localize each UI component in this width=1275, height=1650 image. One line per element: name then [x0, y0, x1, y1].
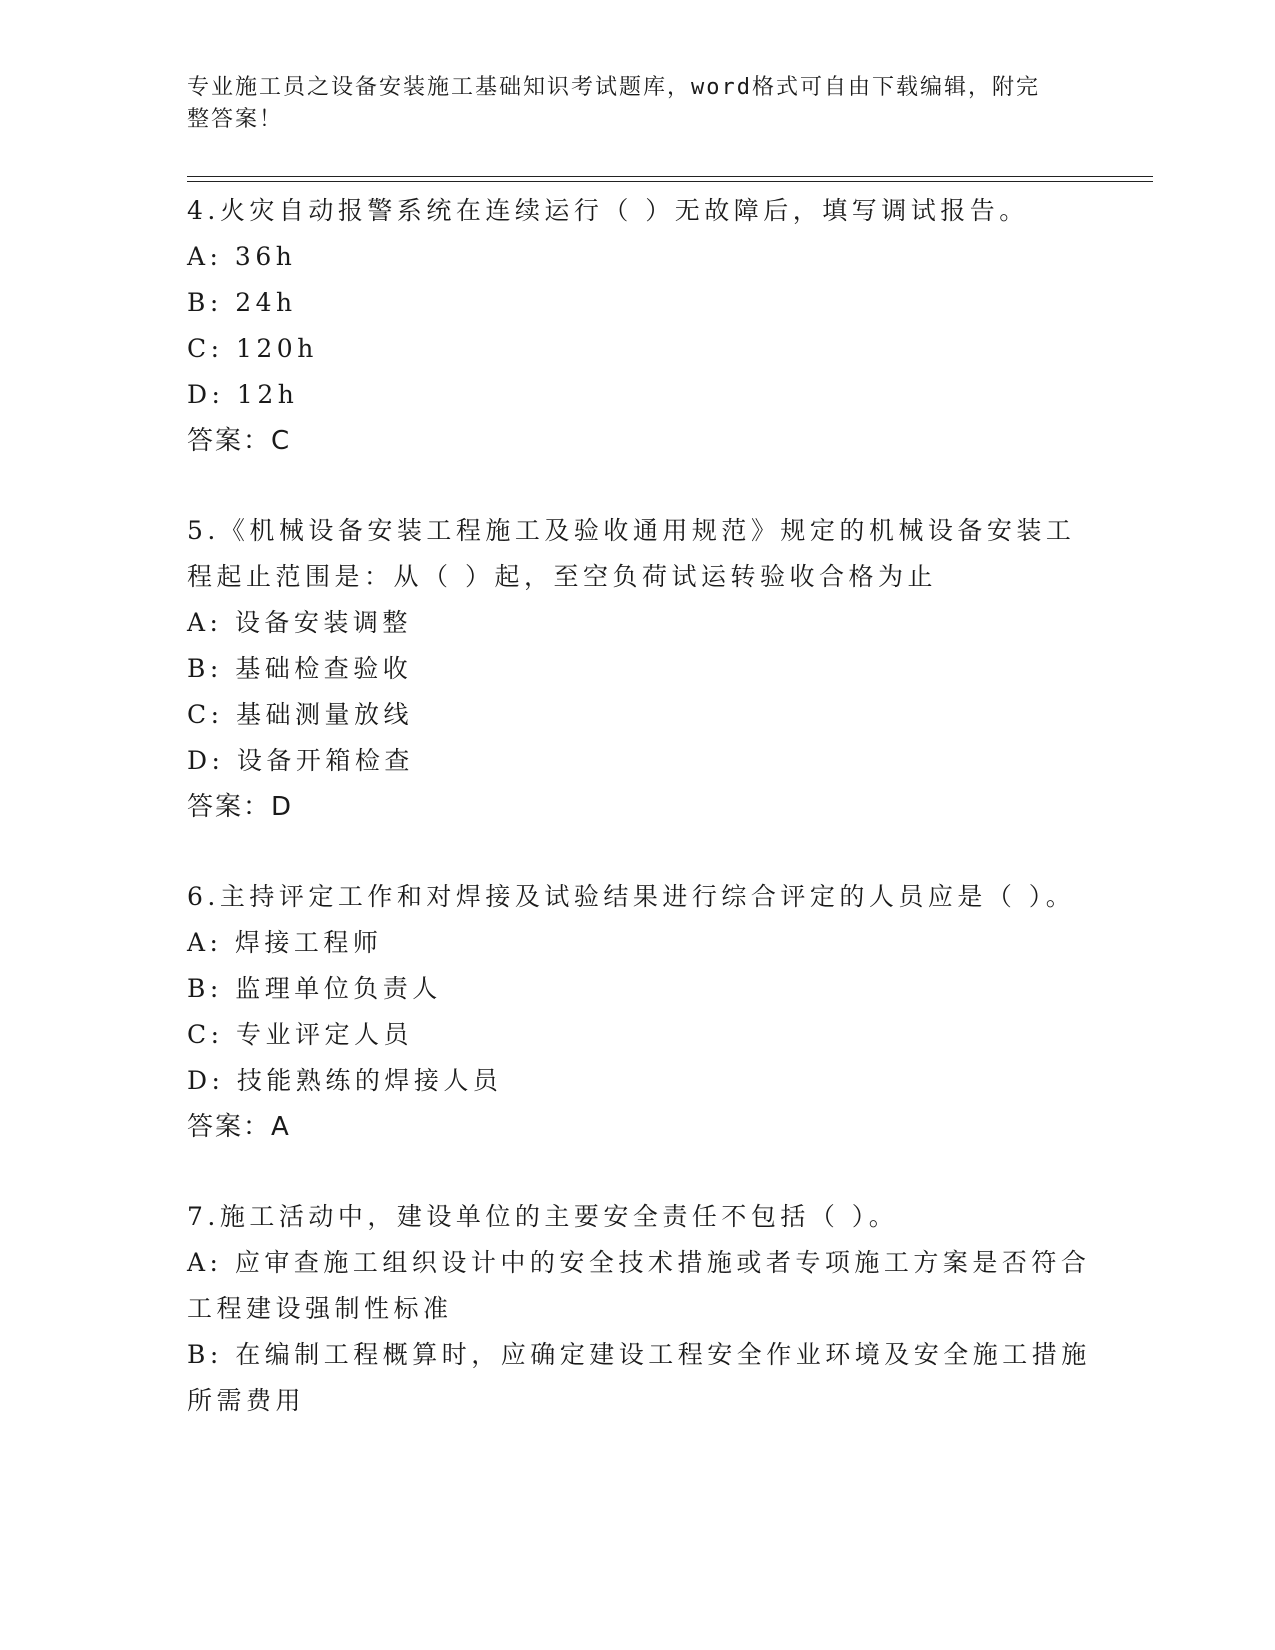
question-7	[187, 1194, 1091, 1424]
option-b-line-1: B: 在编制工程概算时，应确定建设工程安全作业环境及安全施工措施	[187, 1340, 1091, 1369]
option-b: B: 基础检查验收	[187, 654, 413, 683]
option-d: D: 设备开箱检查	[187, 746, 414, 775]
option-b-line-2: 所需费用	[187, 1386, 306, 1415]
option-b: B: 监理单位负责人	[187, 974, 442, 1003]
answer-label: 答案：A	[187, 1112, 291, 1142]
option-c: C: 专业评定人员	[187, 1020, 413, 1049]
document-header	[187, 72, 1067, 136]
question-stem-line-1: 5.《机械设备安装工程施工及验收通用规范》规定的机械设备安装工	[187, 516, 1076, 545]
option-c: C: 基础测量放线	[187, 700, 413, 729]
option-a: A: 设备安装调整	[187, 608, 412, 637]
header-divider-top	[187, 176, 1153, 177]
question-stem-line-2: 程起止范围是：从（ ）起，至空负荷试运转验收合格为止	[187, 562, 937, 591]
option-b: B: 24h	[187, 288, 297, 317]
question-5	[187, 508, 1087, 830]
option-c: C: 120h	[187, 334, 318, 363]
option-a-line-2: 工程建设强制性标准	[187, 1294, 453, 1323]
option-a: A: 焊接工程师	[187, 928, 383, 957]
header-divider-bottom	[187, 181, 1153, 182]
answer-label: 答案：D	[187, 792, 294, 822]
header-line-1: 专业施工员之设备安装施工基础知识考试题库，word格式可自由下载编辑，附完	[187, 75, 1040, 100]
question-6	[187, 874, 1087, 1150]
answer-label: 答案：C	[187, 426, 292, 456]
header-line-2: 整答案！	[187, 107, 284, 132]
question-stem: 7.施工活动中，建设单位的主要安全责任不包括（ ）。	[187, 1202, 899, 1231]
question-4	[187, 188, 1087, 464]
option-d: D: 12h	[187, 380, 299, 409]
question-stem: 6.主持评定工作和对焊接及试验结果进行综合评定的人员应是（ ）。	[187, 882, 1076, 911]
option-d: D: 技能熟练的焊接人员	[187, 1066, 503, 1095]
option-a: A: 36h	[187, 242, 297, 271]
option-a-line-1: A: 应审查施工组织设计中的安全技术措施或者专项施工方案是否符合	[187, 1248, 1091, 1277]
question-stem: 4.火灾自动报警系统在连续运行（ ）无故障后，填写调试报告。	[187, 196, 1029, 225]
